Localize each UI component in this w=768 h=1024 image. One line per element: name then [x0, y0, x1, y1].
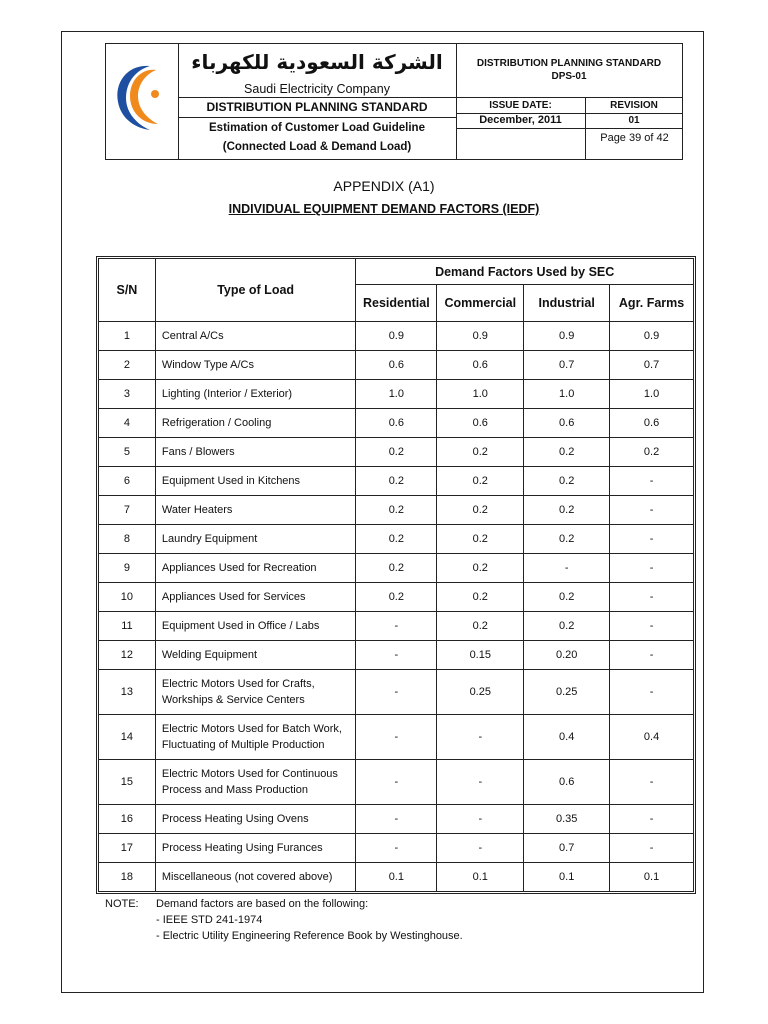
row-load-type [155, 380, 356, 409]
row-sn: 17 [99, 834, 156, 863]
appendix-subtitle: INDIVIDUAL EQUIPMENT DEMAND FACTORS (IEDF) [228, 202, 540, 216]
row-load-type [155, 496, 356, 525]
row-load-type [155, 467, 356, 496]
load-type-line: Window Type A/Cs [161, 359, 254, 371]
note-text [156, 896, 463, 944]
table-row [99, 583, 694, 612]
load-type-line: Fluctuating of Multiple Production [161, 739, 325, 751]
row-load-type [155, 863, 356, 892]
row-load-type [155, 409, 356, 438]
table-row [99, 467, 694, 496]
cell-industrial: 0.35 [524, 805, 610, 834]
row-sn: 16 [99, 805, 156, 834]
row-sn: 7 [99, 496, 156, 525]
cell-agr-farms: 0.7 [610, 351, 694, 380]
page-number: Page 39 of 42 [600, 132, 669, 144]
load-type-line: Electric Motors Used for Crafts, [161, 678, 315, 690]
table-row [99, 834, 694, 863]
load-type-line: Equipment Used in Kitchens [161, 475, 301, 487]
load-type-line: Fans / Blowers [161, 446, 235, 458]
cell-residential: 0.2 [356, 438, 437, 467]
table-row [99, 525, 694, 554]
cell-residential: 0.2 [356, 525, 437, 554]
row-load-type [155, 715, 356, 760]
cell-commercial: 0.2 [437, 467, 524, 496]
load-type-line: Welding Equipment [161, 649, 258, 661]
cell-industrial: 0.2 [524, 525, 610, 554]
table-row [99, 438, 694, 467]
cell-agr-farms: 0.1 [610, 863, 694, 892]
row-sn: 8 [99, 525, 156, 554]
standard-name: DISTRIBUTION PLANNING STANDARD [476, 58, 662, 69]
load-type-line: Process Heating Using Ovens [161, 813, 309, 825]
row-load-type [155, 760, 356, 805]
cell-industrial: 0.4 [524, 715, 610, 760]
load-type-line: Appliances Used for Services [161, 591, 306, 603]
demand-factor-table [98, 258, 694, 892]
row-load-type [155, 641, 356, 670]
cell-agr-farms: 0.4 [610, 715, 694, 760]
col-group-header: Demand Factors Used by SEC [356, 259, 694, 285]
row-sn: 13 [99, 670, 156, 715]
cell-commercial: 0.2 [437, 438, 524, 467]
table-row [99, 863, 694, 892]
table-row [99, 496, 694, 525]
cell-industrial: 0.2 [524, 612, 610, 641]
table-row [99, 715, 694, 760]
cell-commercial: 1.0 [437, 380, 524, 409]
cell-agr-farms: - [610, 554, 694, 583]
guideline-title-line2: (Connected Load & Demand Load) [222, 141, 412, 153]
cell-industrial: 0.7 [524, 351, 610, 380]
row-load-type [155, 612, 356, 641]
note-line: Demand factors are based on the following: [156, 898, 369, 910]
standard-name-block [456, 57, 682, 83]
issue-revision-labels [456, 97, 682, 114]
table-row [99, 670, 694, 715]
row-sn: 11 [99, 612, 156, 641]
row-sn: 3 [99, 380, 156, 409]
table-row [99, 554, 694, 583]
cell-agr-farms: 0.2 [610, 438, 694, 467]
issue-revision-values [456, 113, 682, 128]
col-header-industrial: Industrial [524, 285, 610, 322]
blank-cell [456, 128, 585, 160]
row-sn: 1 [99, 322, 156, 351]
note-label: NOTE: [105, 898, 139, 910]
cell-residential: 0.6 [356, 409, 437, 438]
cell-commercial: 0.2 [437, 525, 524, 554]
load-type-line: Laundry Equipment [161, 533, 258, 545]
cell-residential: - [356, 641, 437, 670]
cell-agr-farms: - [610, 641, 694, 670]
row-sn: 14 [99, 715, 156, 760]
document-header [105, 43, 683, 160]
standard-title: DISTRIBUTION PLANNING STANDARD [178, 97, 456, 118]
cell-agr-farms: - [610, 670, 694, 715]
row-sn: 12 [99, 641, 156, 670]
page-number-cell [585, 128, 683, 160]
cell-industrial: - [524, 554, 610, 583]
load-type-line: Process and Mass Production [161, 784, 308, 796]
row-load-type [155, 322, 356, 351]
table-row [99, 760, 694, 805]
cell-commercial: 0.9 [437, 322, 524, 351]
company-logo [106, 44, 179, 159]
guideline-title-line1: Estimation of Customer Load Guideline [209, 122, 425, 134]
cell-commercial: - [437, 715, 524, 760]
row-load-type [155, 670, 356, 715]
cell-commercial: 0.2 [437, 583, 524, 612]
revision-value: 01 [628, 115, 640, 126]
table-row [99, 409, 694, 438]
cell-residential: 1.0 [356, 380, 437, 409]
cell-residential: - [356, 834, 437, 863]
load-type-line: Equipment Used in Office / Labs [161, 620, 320, 632]
cell-commercial: - [437, 805, 524, 834]
cell-agr-farms: - [610, 805, 694, 834]
cell-residential: 0.9 [356, 322, 437, 351]
row-sn: 9 [99, 554, 156, 583]
cell-commercial: 0.25 [437, 670, 524, 715]
cell-industrial: 0.7 [524, 834, 610, 863]
table-row [99, 380, 694, 409]
row-sn: 18 [99, 863, 156, 892]
load-type-line: Workships & Service Centers [161, 694, 305, 706]
cell-agr-farms: - [610, 467, 694, 496]
load-type-line: Miscellaneous (not covered above) [161, 871, 333, 883]
cell-agr-farms: - [610, 583, 694, 612]
issue-date-value: December, 2011 [456, 113, 586, 128]
cell-residential: 0.1 [356, 863, 437, 892]
cell-residential: 0.6 [356, 351, 437, 380]
row-load-type [155, 805, 356, 834]
company-name: Saudi Electricity Company [244, 82, 390, 96]
cell-commercial: 0.2 [437, 612, 524, 641]
row-load-type [155, 583, 356, 612]
table-row [99, 322, 694, 351]
cell-agr-farms: - [610, 525, 694, 554]
col-header-residential: Residential [356, 285, 437, 322]
company-name-arabic: الشركة السعودية للكهرباء [191, 50, 443, 74]
cell-industrial: 0.2 [524, 467, 610, 496]
cell-residential: - [356, 805, 437, 834]
row-sn: 2 [99, 351, 156, 380]
col-header-agr-farms: Agr. Farms [610, 285, 694, 322]
cell-residential: 0.2 [356, 496, 437, 525]
cell-industrial: 0.6 [524, 409, 610, 438]
cell-commercial: - [437, 834, 524, 863]
load-type-line: Central A/Cs [161, 330, 224, 342]
row-sn: 5 [99, 438, 156, 467]
table-row [99, 805, 694, 834]
row-load-type [155, 438, 356, 467]
cell-commercial: 0.6 [437, 409, 524, 438]
cell-residential: 0.2 [356, 467, 437, 496]
cell-residential: - [356, 670, 437, 715]
cell-agr-farms: 0.9 [610, 322, 694, 351]
cell-industrial: 0.20 [524, 641, 610, 670]
load-type-line: Refrigeration / Cooling [161, 417, 272, 429]
cell-industrial: 1.0 [524, 380, 610, 409]
cell-industrial: 0.9 [524, 322, 610, 351]
cell-residential: 0.2 [356, 583, 437, 612]
row-load-type [155, 351, 356, 380]
col-header-type: Type of Load [155, 259, 356, 322]
logo-swoosh-icon [106, 44, 178, 159]
cell-residential: 0.2 [356, 554, 437, 583]
cell-industrial: 0.2 [524, 438, 610, 467]
load-type-line: Water Heaters [161, 504, 233, 516]
table-row [99, 641, 694, 670]
cell-agr-farms: - [610, 834, 694, 863]
load-type-line: Electric Motors Used for Continuous [161, 768, 338, 780]
appendix-title: APPENDIX (A1) [333, 178, 435, 194]
cell-agr-farms: - [610, 612, 694, 641]
cell-industrial: 0.6 [524, 760, 610, 805]
row-sn: 15 [99, 760, 156, 805]
cell-industrial: 0.2 [524, 496, 610, 525]
cell-agr-farms: - [610, 496, 694, 525]
cell-residential: - [356, 760, 437, 805]
standard-code: DPS-01 [551, 71, 587, 82]
row-load-type [155, 834, 356, 863]
row-load-type [155, 525, 356, 554]
row-sn: 10 [99, 583, 156, 612]
cell-agr-farms: - [610, 760, 694, 805]
cell-industrial: 0.25 [524, 670, 610, 715]
cell-agr-farms: 0.6 [610, 409, 694, 438]
load-type-line: Process Heating Using Furances [161, 842, 323, 854]
row-load-type [155, 554, 356, 583]
col-header-commercial: Commercial [437, 285, 524, 322]
revision-label: REVISION [610, 100, 658, 111]
cell-industrial: 0.2 [524, 583, 610, 612]
table-row [99, 612, 694, 641]
note-line: - Electric Utility Engineering Reference Book by Westinghouse. [156, 930, 463, 942]
table-body [99, 322, 694, 892]
col-header-sn: S/N [99, 259, 156, 322]
note-line: - IEEE STD 241-1974 [156, 914, 263, 926]
cell-industrial: 0.1 [524, 863, 610, 892]
cell-commercial: 0.2 [437, 554, 524, 583]
load-type-line: Lighting (Interior / Exterior) [161, 388, 293, 400]
row-sn: 6 [99, 467, 156, 496]
cell-commercial: 0.6 [437, 351, 524, 380]
cell-residential: - [356, 612, 437, 641]
cell-residential: - [356, 715, 437, 760]
table-row [99, 351, 694, 380]
row-sn: 4 [99, 409, 156, 438]
cell-commercial: - [437, 760, 524, 805]
cell-commercial: 0.2 [437, 496, 524, 525]
cell-commercial: 0.1 [437, 863, 524, 892]
cell-commercial: 0.15 [437, 641, 524, 670]
load-type-line: Electric Motors Used for Batch Work, [161, 723, 342, 735]
cell-agr-farms: 1.0 [610, 380, 694, 409]
load-type-line: Appliances Used for Recreation [161, 562, 317, 574]
issue-date-label: ISSUE DATE: [456, 98, 586, 113]
